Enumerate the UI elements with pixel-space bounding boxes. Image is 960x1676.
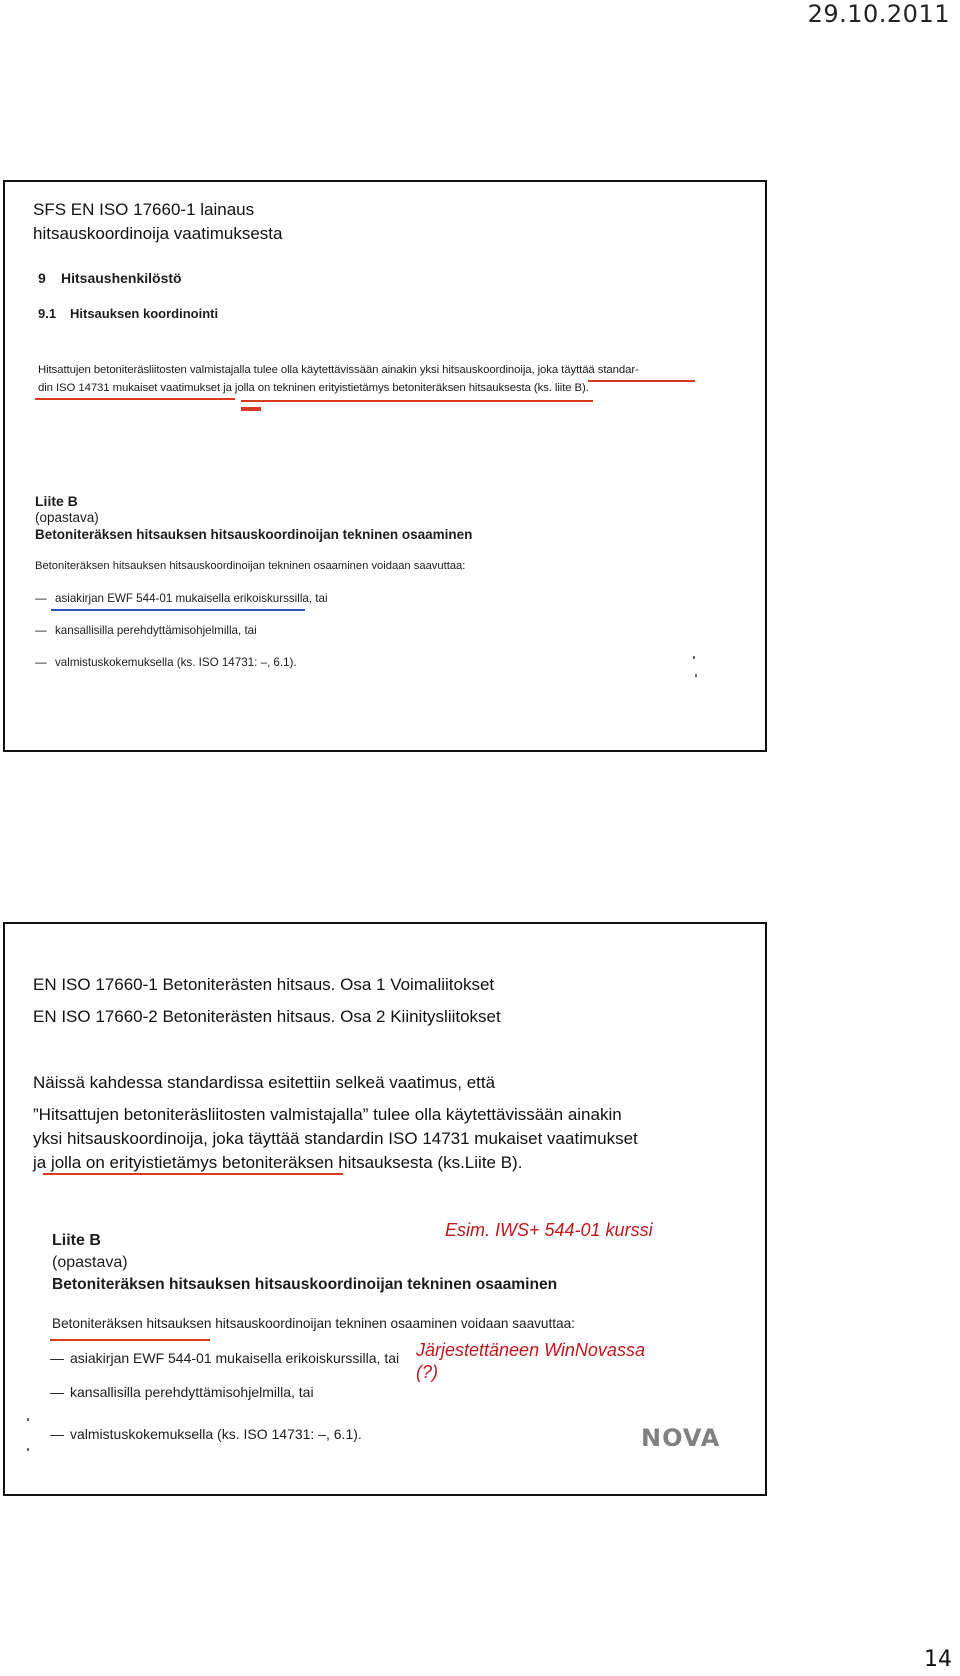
- annex-item: — asiakirjan EWF 544-01 mukaisella erikoiskurssilla, tai: [50, 1350, 400, 1366]
- organized-note-line-2: (?): [416, 1362, 438, 1382]
- annex-type: (opastava): [35, 510, 99, 525]
- scan-speck: [695, 674, 697, 677]
- section-title: Hitsaushenkilöstö: [61, 270, 182, 286]
- annex-intro: Betoniteräksen hitsauksen hitsauskoordinoijan tekninen osaaminen voidaan saavuttaa:: [52, 1316, 575, 1331]
- slide-title-line-2: hitsauskoordinoija vaatimuksesta: [33, 224, 283, 243]
- annex-item: — valmistuskokemuksella (ks. ISO 14731: –, 6.1).: [50, 1426, 362, 1442]
- underline-red: [588, 380, 695, 382]
- annex-item: — kansallisilla perehdyttämisohjelmilla, tai: [50, 1384, 314, 1400]
- slide-title-line-1: SFS EN ISO 17660-1 lainaus: [33, 200, 255, 219]
- red-mark: [241, 407, 261, 411]
- clause-text-line-2: din ISO 14731 mukaiset vaatimukset ja jolla on tekninen erityistietämys betoniteräksen hitsauksesta (ks. liite B).: [38, 382, 589, 394]
- annex-title: Betoniteräksen hitsauksen hitsauskoordinoijan tekninen osaaminen: [35, 527, 473, 542]
- annex-type: (opastava): [52, 1254, 128, 1271]
- scan-speck: [693, 656, 695, 659]
- underline-red: [50, 1339, 210, 1341]
- underline-red: [35, 398, 235, 400]
- clause-text-line-1: Hitsattujen betoniteräsliitosten valmistajalla tulee olla käytettävissään ainakin yksi hitsauskoordinoija, joka täyttää standar-: [38, 364, 639, 376]
- scan-speck: [27, 1418, 29, 1421]
- underline-red: [43, 1173, 343, 1175]
- annex-item: — kansallisilla perehdyttämisohjelmilla, tai: [35, 624, 257, 637]
- underline-red: [241, 400, 593, 402]
- standard-line-2: EN ISO 17660-2 Betoniterästen hitsaus. Osa 2 Kiinitysliitokset: [33, 1007, 501, 1026]
- requirement-intro: Näissä kahdessa standardissa esitettiin selkeä vaatimus, että: [33, 1073, 496, 1092]
- organized-note-line-1: Järjestettäneen WinNovassa: [416, 1340, 645, 1360]
- annex-label: Liite B: [35, 493, 78, 509]
- nova-logo: NOVA: [641, 1424, 721, 1452]
- slide-2: [3, 922, 767, 1496]
- quote-line-2: yksi hitsauskoordinoija, joka täyttää standardin ISO 14731 mukaiset vaatimukset: [33, 1129, 638, 1148]
- page-date: 29.10.2011: [807, 0, 950, 28]
- subsection-title: Hitsauksen koordinointi: [70, 306, 219, 321]
- annex-intro: Betoniteräksen hitsauksen hitsauskoordinoijan tekninen osaaminen voidaan saavuttaa:: [35, 560, 466, 572]
- scan-speck: [27, 1448, 29, 1451]
- underline-blue: [51, 609, 305, 611]
- page-number: 14: [924, 1647, 952, 1672]
- slide-1: [3, 180, 767, 752]
- annex-item: — asiakirjan EWF 544-01 mukaisella erikoiskurssilla, tai: [35, 592, 328, 605]
- example-course-note: Esim. IWS+ 544-01 kurssi: [445, 1220, 653, 1240]
- quote-line-3: ja jolla on erityistietämys betoniteräksen hitsauksesta (ks.Liite B).: [33, 1153, 523, 1172]
- annex-label: Liite B: [52, 1232, 101, 1249]
- standard-line-1: EN ISO 17660-1 Betoniterästen hitsaus. Osa 1 Voimaliitokset: [33, 975, 495, 994]
- annex-title: Betoniteräksen hitsauksen hitsauskoordinoijan tekninen osaaminen: [52, 1276, 558, 1293]
- subsection-number: 9.1: [38, 306, 57, 321]
- annex-item: — valmistuskokemuksella (ks. ISO 14731: –, 6.1).: [35, 656, 297, 669]
- quote-line-1: ”Hitsattujen betoniteräsliitosten valmistajalla” tulee olla käytettävissään ainakin: [33, 1105, 622, 1124]
- section-number: 9: [38, 270, 46, 286]
